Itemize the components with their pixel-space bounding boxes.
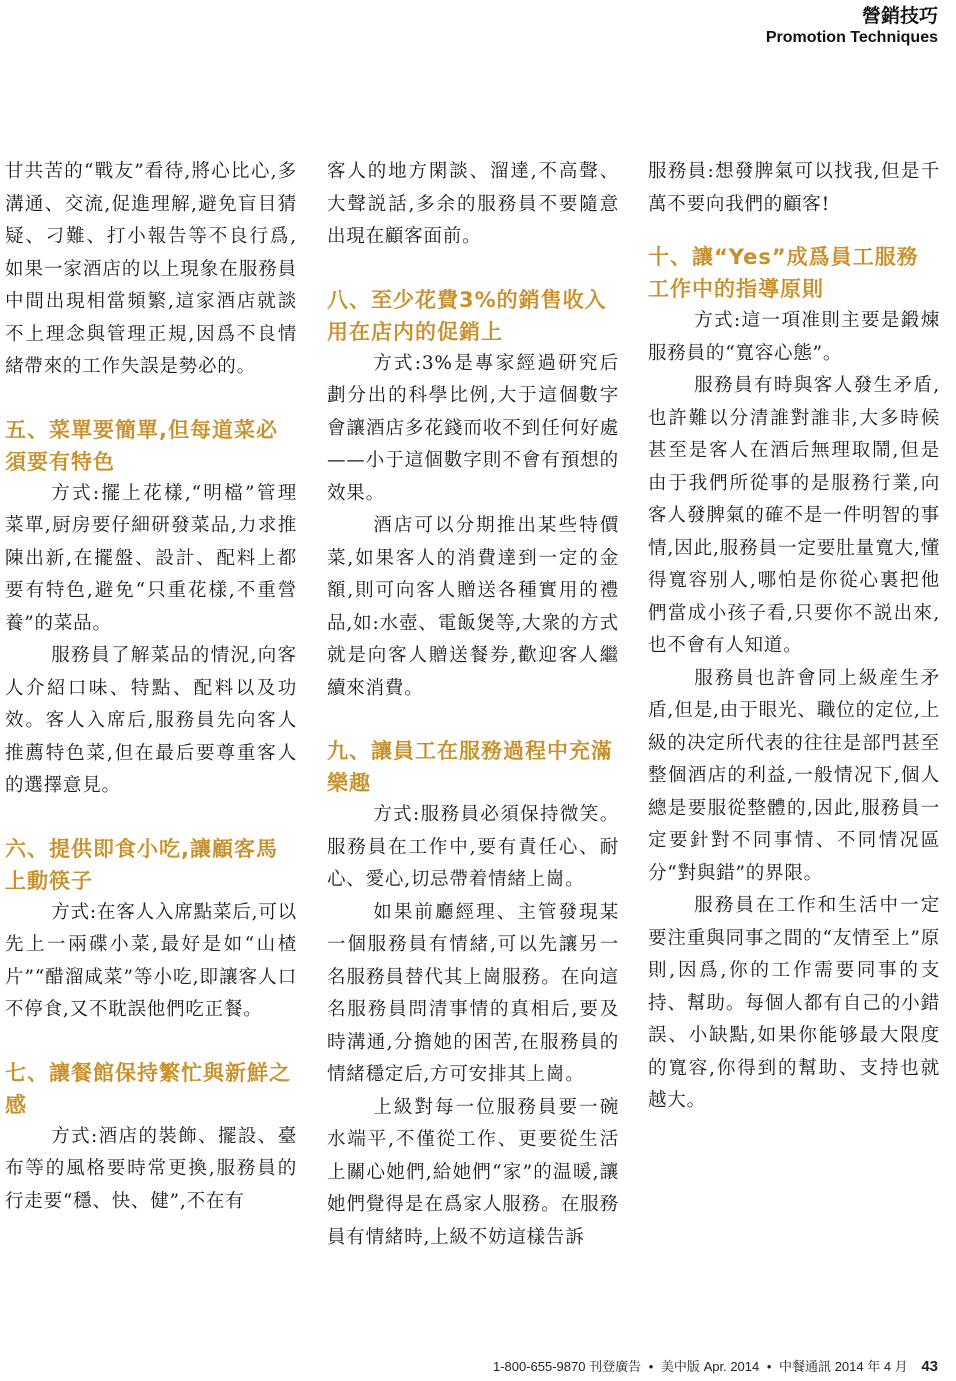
issue-month: Apr.: [703, 1359, 727, 1374]
paragraph: 客人的地方閑談、溜達,不高聲、大聲説話,多余的服務員不要隨意出現在顧客面前。: [327, 161, 619, 247]
ad-phone: 1-800-655-9870: [492, 1359, 586, 1374]
ad-text: 刊登廣告: [589, 1359, 642, 1374]
issue-year: 2014: [730, 1359, 760, 1374]
paragraph: 服務員有時與客人發生矛盾,也許難以分清誰對誰非,大多時候甚至是客人在酒后無理取鬧,但是由于我們所從事的是服務行業,向客人發脾氣的確不是一件明智的事情,因此,服務員一定要肚量寬大,懂得寬容别人,哪怕是你從心裏把他們當成小孩子看,只要你不説出來,也不會有人知道。: [648, 375, 940, 656]
section-title-zh: 營銷技巧: [861, 5, 938, 27]
bullet-separator: •: [648, 1359, 654, 1374]
page-number: 43: [921, 1358, 938, 1375]
column-2: [327, 156, 619, 1254]
paragraph: 酒店可以分期推出某些特價菜,如果客人的消費達到一定的金額,則可向客人贈送各種實用的禮品,如:水壺、電飯煲等,大衆的方式就是向客人贈送餐券,歡迎客人繼續來消費。: [327, 515, 619, 699]
page-header: [766, 4, 938, 48]
section-heading-7: 七、讓餐館保持繁忙與新鮮之感: [5, 1060, 291, 1117]
magazine-name: 中餐通訊: [779, 1359, 832, 1374]
paragraph: 甘共苦的“戰友”看待,將心比心,多溝通、交流,促進理解,避免盲目猜疑、刁難、打小報告等不良行爲,如果一家酒店的以上現象在服務員中間出現相當頻繁,這家酒店就談不上理念與管理正規,因爲不良情緒帶來的工作失誤是勢必的。: [5, 161, 297, 377]
paragraph: 方式:3%是專家經過研究后劃分出的科學比例,大于這個數字會讓酒店多花錢而收不到任何好處——小于這個數字則不會有預想的效果。: [327, 352, 619, 504]
section-heading-9: 九、讓員工在服務過程中充滿樂趣: [327, 739, 613, 795]
bullet-separator: •: [766, 1359, 772, 1374]
paragraph: 方式:服務員必須保持微笑。服務員在工作中,要有責任心、耐心、愛心,切忌帶着情緒上崗。: [327, 804, 619, 890]
issue-date-zh: 2014 年 4 月: [834, 1359, 908, 1374]
paragraph: 如果前廳經理、主管發現某一個服務員有情緒,可以先讓另一名服務員替代其上崗服務。在向這名服務員問清事情的真相后,要及時溝通,分擔她的困苦,在服務員的情緒穩定后,方可安排其上崗。: [327, 901, 619, 1085]
paragraph: 方式:酒店的裝飾、擺設、臺布等的風格要時常更換,服務員的行走要“穩、快、健”,不在有: [5, 1125, 297, 1212]
section-heading-8: 八、至少花費3%的銷售收入用在店内的促銷上: [327, 287, 607, 344]
paragraph: 方式:這一項准則主要是鍛煉服務員的“寬容心態”。: [648, 310, 940, 364]
column-1: [5, 156, 297, 1218]
section-heading-10: 十、讓“Yes”成爲員工服務工作中的指導原則: [648, 245, 919, 301]
paragraph: 上級對每一位服務員要一碗水端平,不僅從工作、更要從生活上關心她們,給她們“家”的温暖,讓她們覺得是在爲家人服務。在服務員有情緒時,上級不妨這樣告訴: [327, 1096, 619, 1248]
paragraph: 服務員了解菜品的情況,向客人介紹口味、特點、配料以及功效。客人入席后,服務員先向客人推薦特色菜,但在最后要尊重客人的選擇意見。: [5, 645, 297, 796]
page-footer: [493, 1356, 938, 1375]
section-heading-6: 六、提供即食小吃,讓顧客馬上動筷子: [5, 836, 278, 893]
edition-label: 美中版: [660, 1359, 700, 1374]
paragraph: 方式:在客人入席點菜后,可以先上一兩碟小菜,最好是如“山楂片”“醋溜咸菜”等小吃,即讓客人口不停食,又不耽誤他們吃正餐。: [5, 901, 297, 1020]
section-heading-5: 五、菜單要簡單,但每道菜必須要有特色: [5, 417, 278, 474]
paragraph: 服務員在工作和生活中一定要注重與同事之間的“友情至上”原則,因爲,你的工作需要同事的支持、幫助。每個人都有自己的小錯誤、小缺點,如果你能够最大限度的寬容,你得到的幫助、支持也就越大。: [648, 895, 940, 1111]
paragraph: 服務員:想發脾氣可以找我,但是千萬不要向我們的顧客!: [648, 161, 940, 215]
section-title-en: Promotion Techniques: [765, 29, 938, 46]
paragraph: 方式:擺上花樣,“明檔”管理菜單,厨房要仔細研發菜品,力求推陳出新,在擺盤、設計、配料上都要有特色,避免“只重花樣,不重營養”的菜品。: [5, 482, 297, 634]
column-3: [648, 156, 940, 1118]
paragraph: 服務員也許會同上級産生矛盾,但是,由于眼光、職位的定位,上級的决定所代表的往往是部門甚至整個酒店的利益,一般情况下,個人總是要服從整體的,因此,服務員一定要針對不同事情、不同情况區分“對與錯”的界限。: [648, 667, 940, 884]
